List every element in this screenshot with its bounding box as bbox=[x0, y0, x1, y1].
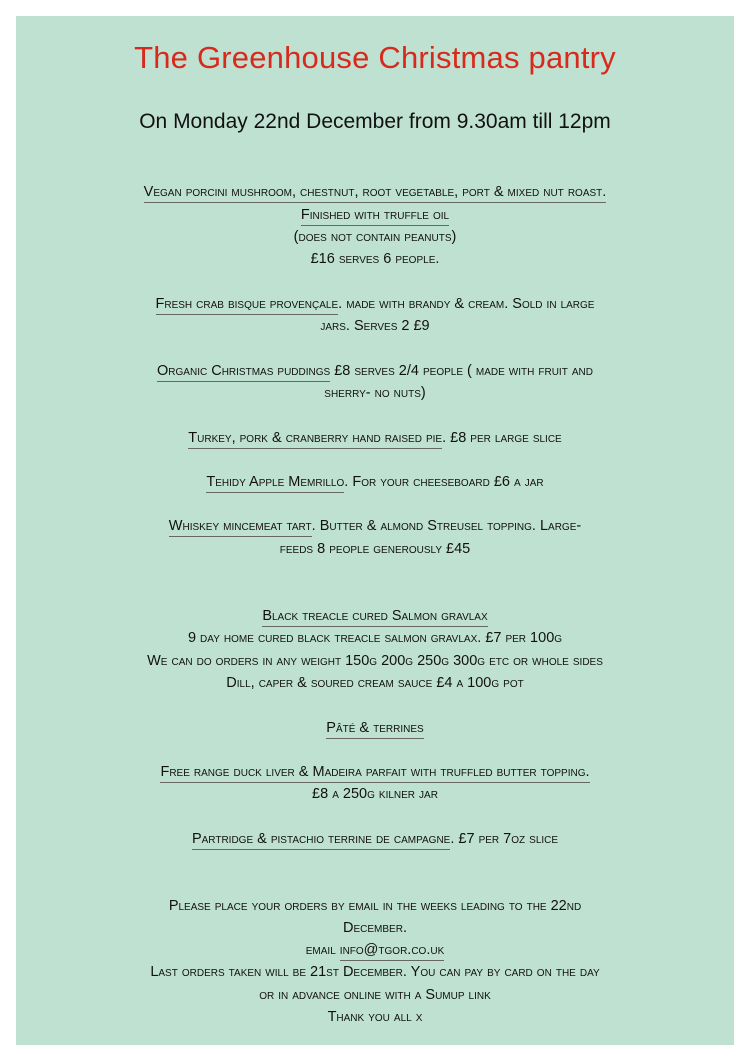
terrine-line bbox=[16, 828, 734, 850]
memrillo-desc: . For your cheeseboard £6 a jar bbox=[344, 474, 544, 490]
nut-roast-finish: Finished with truffle oil bbox=[301, 207, 449, 226]
tart-desc: . Butter & almond Streusel topping. Large- bbox=[311, 518, 582, 534]
footer-line-5: or in advance online with a Sumup link bbox=[259, 987, 491, 1003]
footer-email-line bbox=[16, 939, 734, 961]
parfait-name: Free range duck liver & Madeira parfait with truffled butter topping. bbox=[160, 764, 589, 783]
nut-roast-title: Vegan porcini mushroom, chestnut, root vegetable, port & mixed nut roast. bbox=[144, 184, 607, 203]
pie-name: Turkey, pork & cranberry hand raised pie bbox=[188, 430, 442, 449]
pie-line bbox=[16, 427, 734, 449]
puddings-line-1 bbox=[16, 360, 734, 382]
crab-bisque-price: jars. Serves 2 £9 bbox=[320, 318, 430, 334]
parfait-line-1 bbox=[16, 761, 734, 783]
terrine-name: Partridge & pistachio terrine de campagne bbox=[192, 831, 450, 850]
crab-bisque-line-1 bbox=[16, 293, 734, 315]
flyer-page bbox=[16, 16, 734, 1045]
nut-roast-price: £16 serves 6 people. bbox=[310, 251, 440, 267]
tart-name: Whiskey mincemeat tart bbox=[169, 518, 312, 537]
event-date: On Monday 22nd December from 9.30am till 12pm bbox=[139, 110, 611, 133]
memrillo-line bbox=[16, 471, 734, 493]
crab-bisque-name: Fresh crab bisque provençale bbox=[156, 296, 339, 315]
pate-heading-line bbox=[16, 717, 734, 739]
nut-roast-note: (does not contain peanuts) bbox=[293, 229, 457, 245]
puddings-desc: £8 serves 2/4 people ( made with fruit and bbox=[330, 363, 593, 379]
memrillo-name: Tehidy Apple Memrillo bbox=[206, 474, 344, 493]
crab-bisque-desc: . made with brandy & cream. Sold in large bbox=[338, 296, 595, 312]
footer-thanks: Thank you all x bbox=[327, 1009, 423, 1025]
footer-line-2: December. bbox=[343, 920, 407, 936]
page-title: The Greenhouse Christmas pantry bbox=[134, 40, 616, 75]
pie-desc: . £8 per large slice bbox=[442, 430, 562, 446]
gravlax-line-1: 9 day home cured black treacle salmon gravlax. £7 per 100g bbox=[187, 630, 563, 646]
tart-line-1 bbox=[16, 515, 734, 537]
pate-heading: Pâté & terrines bbox=[326, 720, 423, 739]
email-label: email bbox=[305, 942, 340, 958]
nut-roast-line-1 bbox=[16, 181, 734, 203]
email-link[interactable]: info@tgor.co.uk bbox=[340, 942, 444, 961]
gravlax-line-3: Dill, caper & soured cream sauce £4 a 100g pot bbox=[226, 675, 524, 691]
footer-line-1: Please place your orders by email in the weeks leading to the 22nd bbox=[168, 898, 582, 914]
puddings-line-2: sherry- no nuts) bbox=[324, 385, 426, 401]
nut-roast-line-2 bbox=[16, 204, 734, 226]
gravlax-heading: Black treacle cured Salmon gravlax bbox=[262, 608, 487, 627]
gravlax-heading-line bbox=[16, 605, 734, 627]
tart-line-2: feeds 8 people generously £45 bbox=[279, 541, 471, 557]
terrine-desc: . £7 per 7oz slice bbox=[450, 831, 559, 847]
puddings-name: Organic Christmas puddings bbox=[157, 363, 330, 382]
parfait-line-2: £8 a 250g kilner jar bbox=[312, 786, 438, 802]
footer-line-4: Last orders taken will be 21st December. You can pay by card on the day bbox=[150, 964, 600, 980]
gravlax-line-2: We can do orders in any weight 150g 200g 250g 300g etc or whole sides bbox=[147, 653, 603, 669]
